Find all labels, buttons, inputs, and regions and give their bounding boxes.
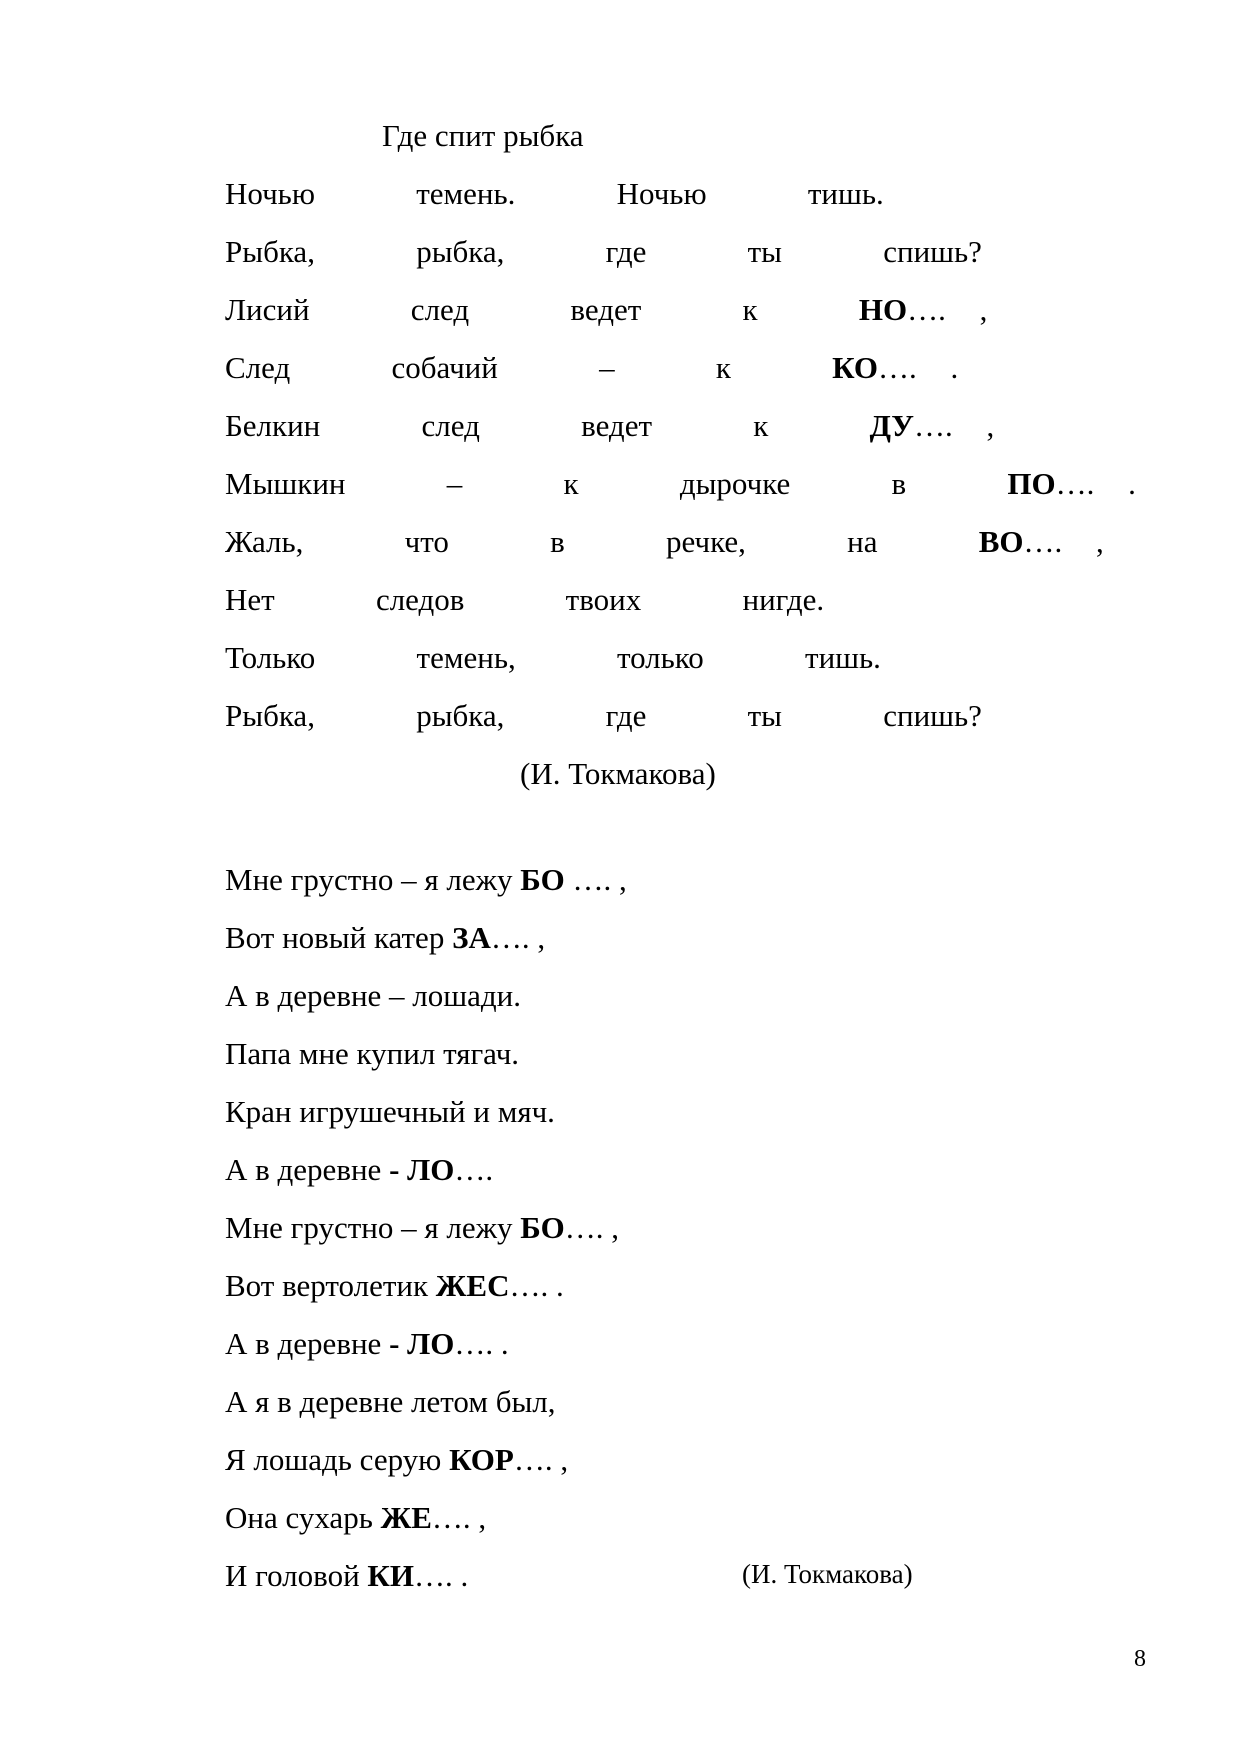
- poem-2-stanza: [225, 860, 627, 1614]
- poem-2-author: (И. Токмакова): [742, 1559, 913, 1589]
- poem-line: Папа мне купил тягач.: [225, 1036, 520, 1071]
- poem-line: Мне грустно – я лежу БО…. ,: [225, 1210, 619, 1245]
- poem-line: Лисий след ведет к НО…. ,: [225, 292, 988, 327]
- poem-line: А в деревне - ЛО….: [225, 1152, 494, 1187]
- poem-title: Где спит рыбка: [382, 118, 584, 153]
- poem-line: Рыбка, рыбка, где ты спишь?: [225, 234, 982, 269]
- poem-line: Нет следов твоих нигде.: [225, 582, 825, 617]
- page-number: 8: [1134, 1646, 1146, 1672]
- poem-line: Вот вертолетик ЖЕС…. .: [225, 1268, 564, 1303]
- poem-line: Мне грустно – я лежу БО …. ,: [225, 862, 627, 897]
- poem-line: Ночью темень. Ночью тишь.: [225, 176, 884, 211]
- poem-line: Вот новый катер ЗА…. ,: [225, 920, 546, 955]
- poem-1-author: (И. Токмакова): [520, 756, 716, 791]
- poem-line: Я лошадь серую КОР…. ,: [225, 1442, 569, 1477]
- poem-line: Белкин след ведет к ДУ…. ,: [225, 408, 995, 443]
- poem-line: Жаль, что в речке, на ВО…. ,: [225, 524, 1104, 559]
- poem-1-stanza: [225, 174, 1136, 754]
- poem-line: А в деревне - ЛО…. .: [225, 1326, 509, 1361]
- poem-line: Только темень, только тишь.: [225, 640, 881, 675]
- poem-line: Она сухарь ЖЕ…. ,: [225, 1500, 487, 1535]
- poem-line: И головой КИ…. .: [225, 1558, 469, 1593]
- poem-line: Кран игрушечный и мяч.: [225, 1094, 555, 1129]
- poem-line: Мышкин – к дырочке в ПО…. .: [225, 466, 1136, 501]
- poem-line: А в деревне – лошади.: [225, 978, 522, 1013]
- poem-line: Рыбка, рыбка, где ты спишь?: [225, 698, 982, 733]
- poem-line: След собачий – к КО…. .: [225, 350, 959, 385]
- poem-line: А я в деревне летом был,: [225, 1384, 556, 1419]
